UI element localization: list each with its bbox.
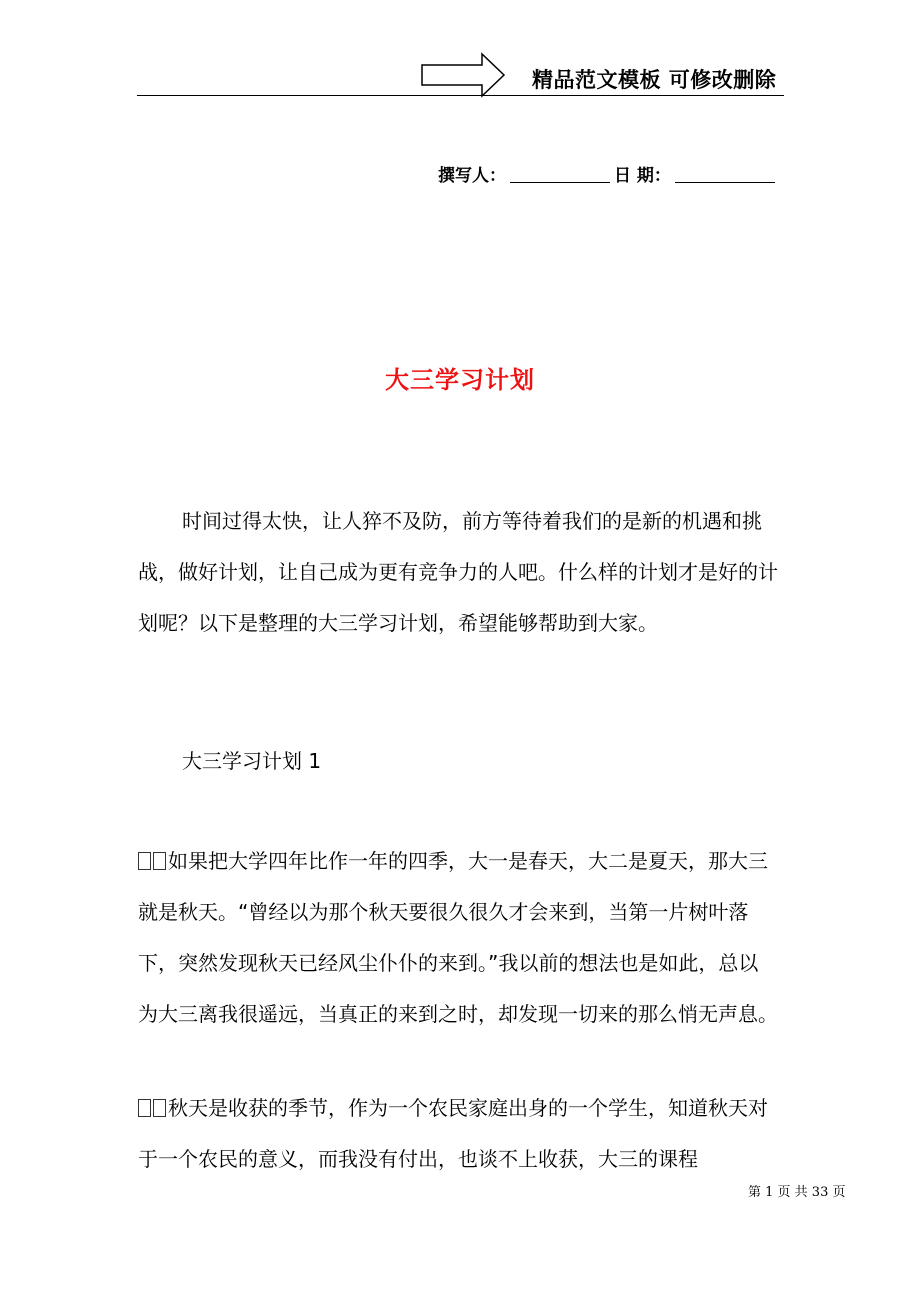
- document-title: 大三学习计划: [385, 366, 535, 394]
- author-label: 撰写人：: [438, 166, 506, 186]
- body-paragraph: [138, 836, 778, 1040]
- placeholder-box-icon: [153, 1099, 166, 1117]
- header-title: 精品范文模板 可修改删除: [532, 68, 777, 92]
- intro-paragraph: 时间过得太快，让人猝不及防，前方等待着我们的是新的机遇和挑战，做好计划，让自己成为更有竞争力的人吧。什么样的计划才是好的计划呢？以下是整理的大三学习计划，希望能够帮助到大家。: [138, 509, 778, 635]
- body-paragraph: [138, 1083, 778, 1185]
- date-label: 日 期：: [614, 166, 671, 186]
- placeholder-box-icon: [138, 852, 151, 870]
- placeholder-box-icon: [153, 852, 166, 870]
- body-paragraph-text: 如果把大学四年比作一年的四季，大一是春天，大二是夏天，那大三就是秋天。“曾经以为那个秋天要很久很久才会来到，当第一片树叶落下，突然发现秋天已经风尘仆仆的来到。”我以前的想法也是如此，总以为大三离我很遥远，当真正的来到之时，却发现一切来的那么悄无声息。: [138, 849, 778, 1026]
- body-paragraph-text: 秋天是收获的季节，作为一个农民家庭出身的一个学生，知道秋天对于一个农民的意义，而我没有付出，也谈不上收获，大三的课程: [138, 1096, 768, 1171]
- author-blank: [510, 166, 610, 183]
- author-date-line: [438, 161, 779, 186]
- page-number: 第 1 页 共 33 页: [748, 1185, 846, 1200]
- placeholder-box-icon: [138, 1099, 151, 1117]
- header-divider: [137, 95, 784, 96]
- date-blank: [675, 166, 775, 183]
- section-heading: 大三学习计划 1: [182, 749, 322, 773]
- arrow-icon: [420, 52, 506, 98]
